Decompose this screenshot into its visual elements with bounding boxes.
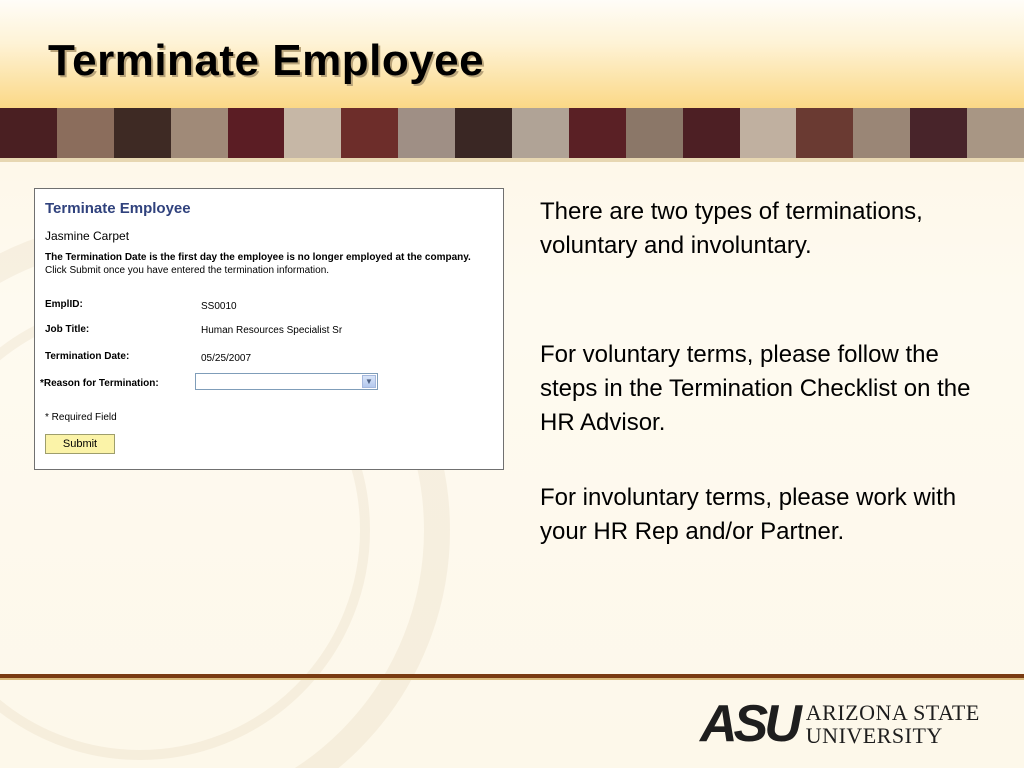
- chevron-down-icon[interactable]: ▼: [362, 375, 376, 388]
- reason-for-termination-select[interactable]: [195, 373, 378, 390]
- asu-logo-wordmark: [806, 701, 980, 747]
- footer-rule-accent: [0, 678, 1024, 680]
- submit-button[interactable]: Submit: [45, 434, 115, 454]
- screenshot-page-title: Terminate Employee: [45, 200, 191, 217]
- asu-logo-line2: UNIVERSITY: [805, 723, 943, 748]
- instruction-bold: The Termination Date is the first day the employee is no longer employed at the company.: [45, 252, 471, 263]
- banner-bottom-rule: [0, 158, 1024, 162]
- photo-collage-banner: [0, 108, 1024, 158]
- required-field-note: * Required Field: [45, 412, 117, 423]
- termination-date-value: 05/25/2007: [201, 353, 252, 364]
- asu-logo-mark: ASU: [700, 695, 798, 753]
- asu-logo-line1: ARIZONA STATE: [805, 700, 980, 725]
- reason-for-termination-label: *Reason for Termination:: [40, 378, 159, 389]
- termination-date-label: Termination Date:: [45, 351, 130, 362]
- paragraph-voluntary-terms: For voluntary terms, please follow the steps in the Termination Checklist on the HR Advisor.: [540, 341, 971, 436]
- job-title-value: Human Resources Specialist Sr: [201, 325, 343, 336]
- instruction-normal: Click Submit once you have entered the termination information.: [45, 265, 330, 276]
- employee-name: Jasmine Carpet: [45, 229, 130, 243]
- job-title-label: Job Title:: [45, 324, 90, 335]
- paragraph-termination-types: There are two types of terminations, voluntary and involuntary.: [540, 198, 923, 259]
- slide-title: Terminate Employee: [48, 36, 485, 85]
- paragraph-involuntary-terms: For involuntary terms, please work with your HR Rep and/or Partner.: [540, 484, 957, 545]
- emplid-label: EmplID:: [45, 299, 83, 310]
- terminate-employee-screenshot: [34, 188, 504, 470]
- emplid-value: SS0010: [201, 301, 237, 312]
- asu-logo: [700, 695, 980, 753]
